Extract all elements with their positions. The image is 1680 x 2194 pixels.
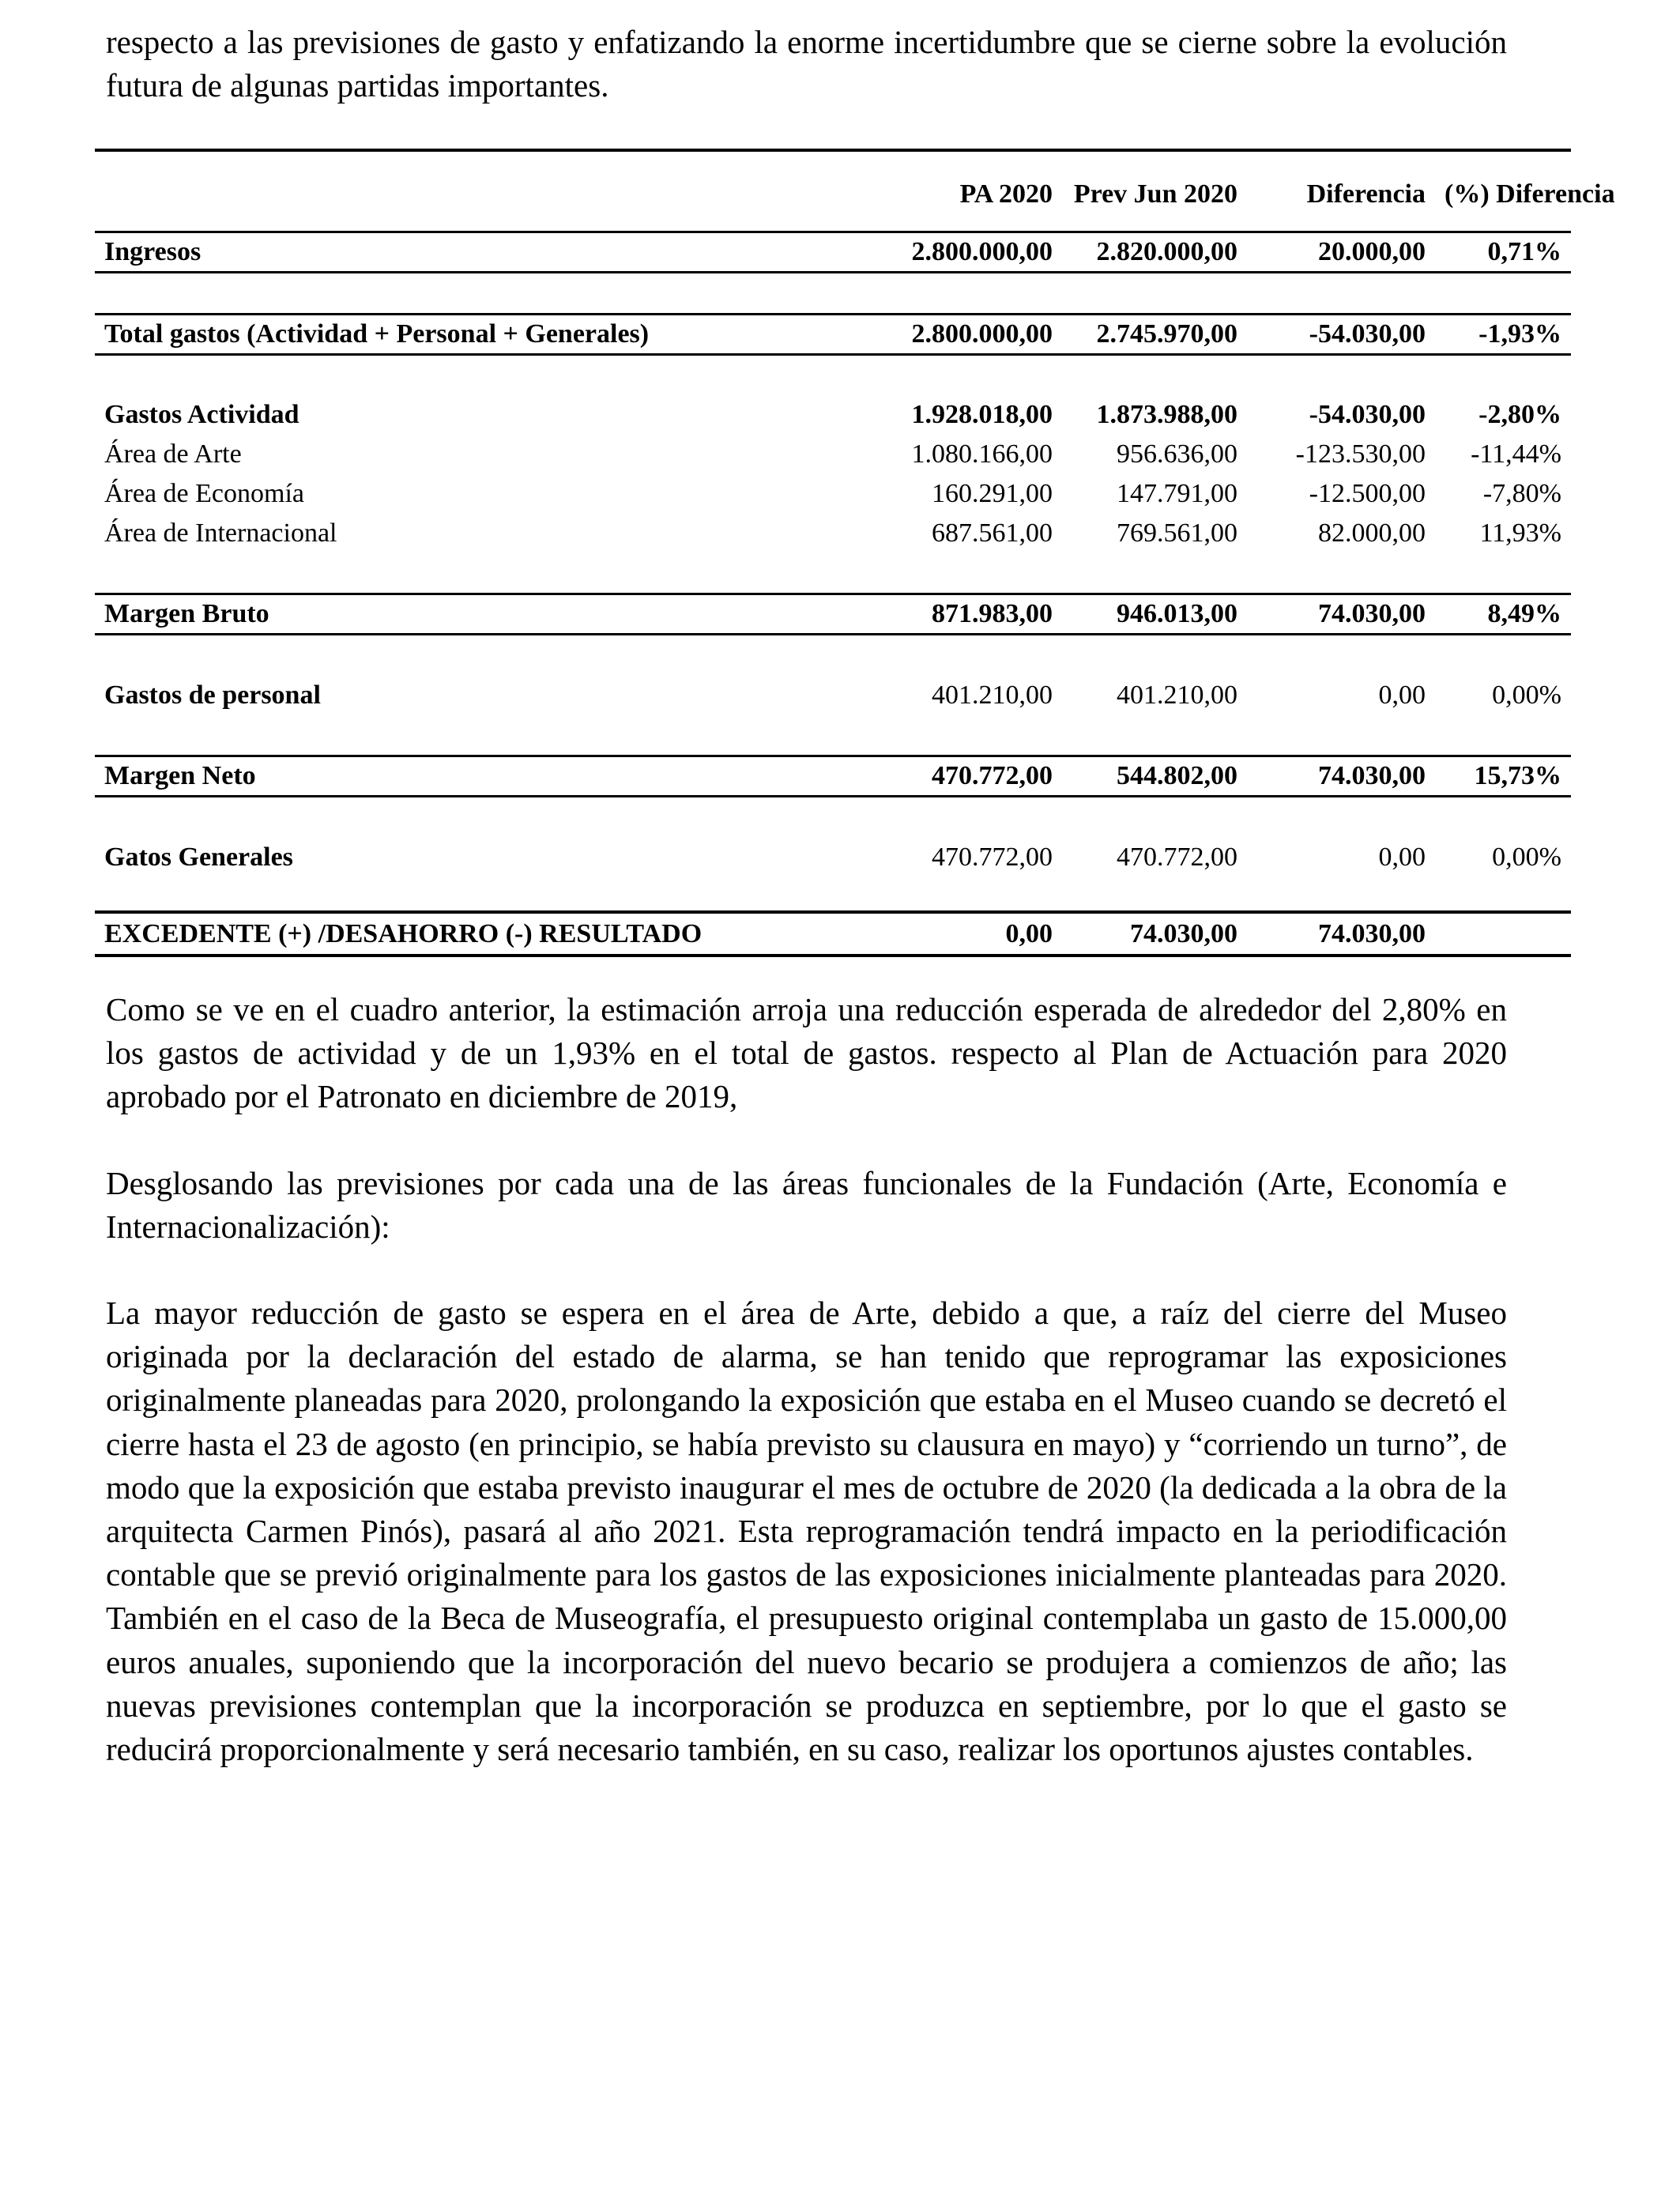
cell-pa: 401.210,00 [932, 680, 1053, 710]
cell-pct: -2,80% [1478, 400, 1561, 429]
cell-dif: 74.030,00 [1247, 756, 1435, 797]
cell-pct: 11,93% [1479, 518, 1561, 548]
cell-pct: 0,71% [1435, 232, 1571, 273]
cell-dif: -54.030,00 [1247, 315, 1435, 355]
cell-dif: -123.530,00 [1295, 439, 1426, 469]
table-row-gastos-personal [95, 675, 1571, 715]
table-row-margen-bruto [95, 594, 1571, 635]
table-row-ingresos [95, 232, 1571, 273]
cell-prev: 544.802,00 [1062, 756, 1247, 797]
cell-prev: 470.772,00 [1117, 842, 1237, 872]
cell-pa: 160.291,00 [932, 479, 1053, 508]
table-row-area-arte [95, 435, 1571, 474]
table-spacer [95, 355, 1571, 396]
cell-dif: 0,00 [1378, 842, 1426, 872]
row-label: Área de Arte [104, 439, 242, 469]
cell-prev: 2.820.000,00 [1062, 232, 1247, 273]
cell-prev: 946.013,00 [1062, 594, 1247, 635]
header-diferencia: Diferencia [1247, 150, 1435, 232]
cell-pa: 871.983,00 [782, 594, 1062, 635]
cell-pa: 2.800.000,00 [782, 315, 1062, 355]
row-label: Total gastos (Actividad + Personal + Generales) [95, 315, 782, 355]
table-spacer [95, 877, 1571, 912]
budget-table-container [95, 149, 1615, 957]
table-spacer [95, 273, 1571, 315]
cell-dif: 20.000,00 [1247, 232, 1435, 273]
row-label: Área de Internacional [104, 518, 337, 548]
cell-prev: 956.636,00 [1117, 439, 1237, 469]
cell-dif: -12.500,00 [1309, 479, 1426, 508]
cell-pct: 15,73% [1435, 756, 1571, 797]
cell-pct: -1,93% [1435, 315, 1571, 355]
budget-table [95, 149, 1615, 957]
header-pa-2020: PA 2020 [782, 150, 1062, 232]
intro-paragraph: respecto a las previsiones de gasto y enfatizando la enorme incertidumbre que se cierne sobre la evolución futura de algunas partidas importantes. [106, 24, 1507, 104]
table-spacer [95, 635, 1571, 676]
cell-pct: 8,49% [1435, 594, 1571, 635]
header-label [95, 150, 782, 232]
table-spacer [95, 797, 1571, 838]
cell-dif: 74.030,00 [1247, 594, 1435, 635]
table-spacer [95, 715, 1571, 756]
table-row-area-internacional [95, 514, 1571, 553]
table-row-resultado [95, 912, 1571, 956]
cell-pa: 1.080.166,00 [911, 439, 1053, 469]
table-row-gatos-generales [95, 837, 1571, 877]
cell-prev: 147.791,00 [1117, 479, 1237, 508]
cell-pa: 1.928.018,00 [911, 400, 1053, 429]
cell-pct [1435, 912, 1571, 956]
row-label: Gatos Generales [104, 842, 293, 872]
row-label: Área de Economía [104, 479, 304, 508]
table-row-margen-neto [95, 756, 1571, 797]
table-spacer [95, 553, 1571, 594]
cell-pa: 2.800.000,00 [782, 232, 1062, 273]
paragraph-desglose: Desglosando las previsiones por cada una de las áreas funcionales de la Fundación (Arte, Economía e Internacionalización): [106, 1165, 1507, 1246]
table-row-gastos-actividad [95, 395, 1571, 435]
cell-dif: 0,00 [1378, 680, 1426, 710]
cell-dif: 82.000,00 [1318, 518, 1426, 548]
cell-dif: -54.030,00 [1309, 400, 1426, 429]
header-pct-diferencia: (%) Diferencia [1435, 150, 1571, 232]
cell-pct: -11,44% [1471, 439, 1561, 469]
cell-prev: 2.745.970,00 [1062, 315, 1247, 355]
cell-pct: -7,80% [1482, 479, 1561, 508]
cell-prev: 769.561,00 [1117, 518, 1237, 548]
paragraph-area-arte: La mayor reducción de gasto se espera en el área de Arte, debido a que, a raíz del cierre del Museo originada por la declaración del estado de alarma, se han tenido que reprogramar las exposiciones originalmente planeadas para 2020, prolongando la exposición que estaba en el Museo cuando se decretó el cierre hasta el 23 de agosto (en principio, se había previsto su clausura en mayo) y “corriendo un turno”, de modo que la exposición que estaba previsto inaugurar el mes de octubre de 2020 (la dedicada a la obra de la arquitecta Carmen Pinós), pasará al año 2021. Esta reprogramación tendrá impacto en la periodificación contable que se previó originalmente para los gastos de las exposiciones inicialmente planteadas para 2020. También en el caso de la Beca de Museografía, el presupuesto original contemplaba un gasto de 15.000,00 euros anuales, suponiendo que la incorporación del nuevo becario se produjera a comienzos de año; las nuevas previsiones contemplan que la incorporación se produzca en septiembre, por lo que el gasto se reducirá proporcionalmente y será necesario también, en su caso, realizar los oportunos ajustes contables. [106, 1295, 1507, 1768]
row-label: Margen Bruto [95, 594, 782, 635]
cell-pct: 0,00% [1492, 680, 1561, 710]
row-label: EXCEDENTE (+) /DESAHORRO (-) RESULTADO [95, 912, 782, 956]
cell-prev: 401.210,00 [1117, 680, 1237, 710]
header-prev-jun-2020: Prev Jun 2020 [1062, 150, 1247, 232]
cell-pa: 0,00 [782, 912, 1062, 956]
row-label: Gastos de personal [104, 680, 321, 710]
cell-pa: 470.772,00 [782, 756, 1062, 797]
row-label: Margen Neto [95, 756, 782, 797]
cell-pct: 0,00% [1492, 842, 1561, 872]
table-row-area-economia [95, 474, 1571, 514]
cell-prev: 74.030,00 [1062, 912, 1247, 956]
cell-pa: 687.561,00 [932, 518, 1053, 548]
table-row-total-gastos [95, 315, 1571, 355]
paragraph-estimacion: Como se ve en el cuadro anterior, la estimación arroja una reducción esperada de alrededor del 2,80% en los gastos de actividad y de un 1,93% en el total de gastos. respecto al Plan de Actuación para 2020 aprobado por el Patronato en diciembre de 2019, [106, 991, 1507, 1115]
row-label: Ingresos [95, 232, 782, 273]
cell-dif: 74.030,00 [1247, 912, 1435, 956]
cell-prev: 1.873.988,00 [1096, 400, 1237, 429]
row-label: Gastos Actividad [104, 400, 299, 429]
cell-pa: 470.772,00 [932, 842, 1053, 872]
table-header-row [95, 150, 1571, 232]
